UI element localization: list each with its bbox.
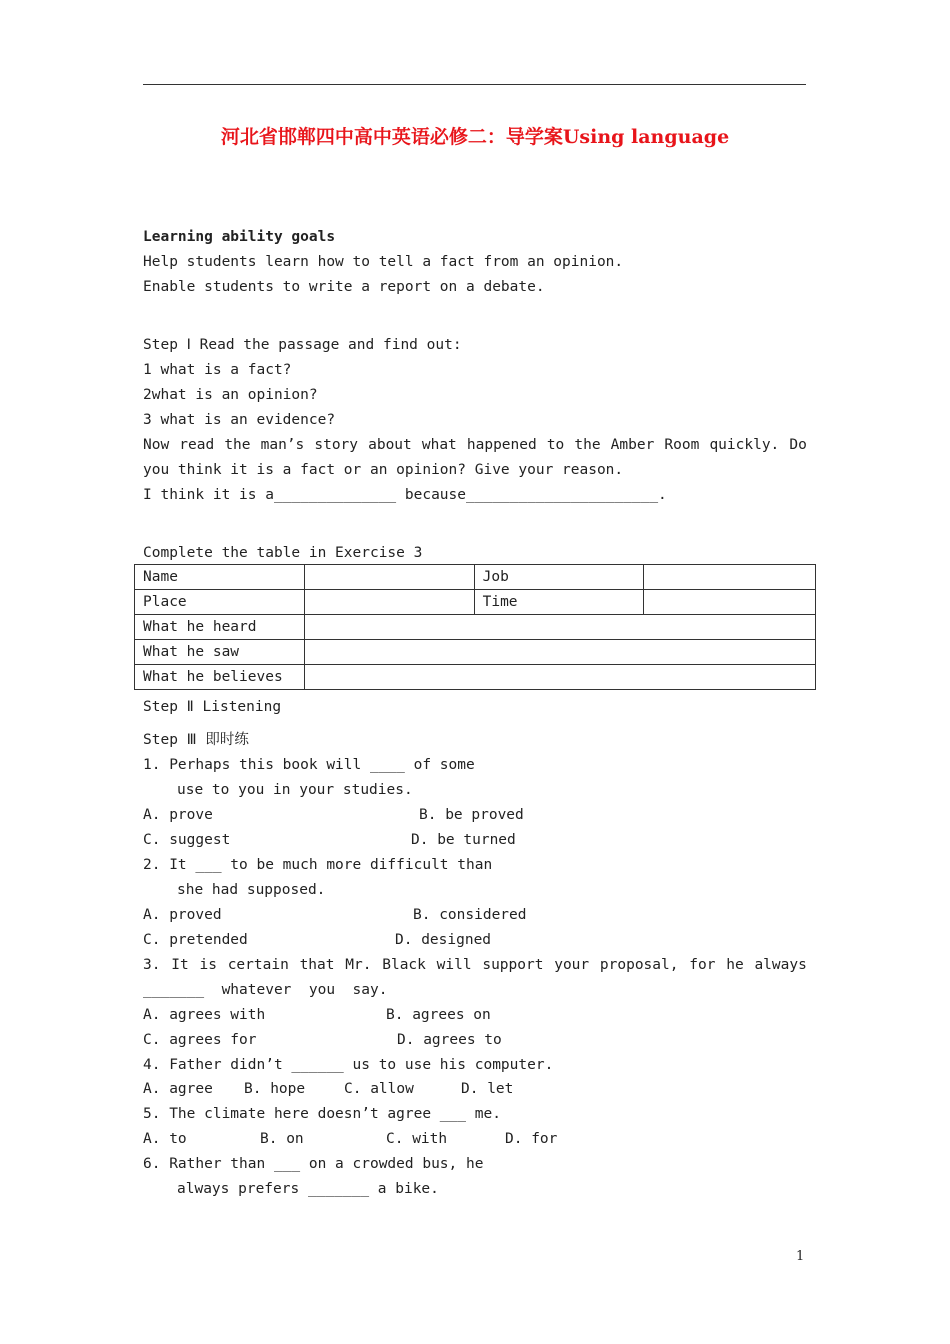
option-a: A. proved — [143, 907, 222, 923]
table-label-job: Job — [474, 565, 644, 590]
exercise-2-continuation: she had supposed. — [177, 882, 326, 898]
word: to — [546, 437, 565, 453]
goal-item: Enable students to write a report on a debate. — [143, 279, 545, 295]
table-row — [135, 665, 816, 690]
exercise-1-continuation: use to you in your studies. — [177, 782, 413, 798]
option-c: C. pretended — [143, 932, 248, 948]
option-d: D. agrees to — [397, 1032, 502, 1048]
table-cell-heard[interactable] — [304, 615, 815, 640]
exercise-1-stem: 1. Perhaps this book will ____ of some — [143, 757, 475, 773]
table-row — [135, 590, 816, 615]
option-a: A. prove — [143, 807, 213, 823]
option-c: C. agrees for — [143, 1032, 257, 1048]
exercise-2-stem: 2. It ___ to be much more difficult than — [143, 857, 493, 873]
table-cell-believes[interactable] — [304, 665, 815, 690]
word: 3. — [143, 957, 161, 973]
table-row — [135, 615, 816, 640]
exercise-6-stem: 6. Rather than ___ on a crowded bus, he — [143, 1156, 484, 1172]
table-label-heard: What he heard — [135, 615, 305, 640]
question-1: 1 what is a fact? — [143, 362, 292, 378]
word: happened — [466, 437, 537, 453]
word: man’s — [260, 437, 305, 453]
step2-heading: Step Ⅱ Listening — [143, 699, 282, 715]
word: It — [171, 957, 189, 973]
word: Amber — [610, 437, 655, 453]
option-d: D. designed — [395, 932, 492, 948]
table-cell-place[interactable] — [304, 590, 474, 615]
table-label-name: Name — [135, 565, 305, 590]
exercise-6-continuation: always prefers _______ a bike. — [177, 1181, 439, 1197]
document-title: 河北省邯郸四中高中英语必修二：导学案Using language — [220, 126, 730, 148]
word: proposal, — [599, 957, 679, 973]
option-d: D. let — [461, 1081, 514, 1097]
option-c: C. with — [386, 1131, 448, 1147]
passage-line-1 — [143, 436, 807, 454]
table-cell-time[interactable] — [644, 590, 816, 615]
header-rule — [143, 84, 806, 85]
option-c: C. allow — [344, 1081, 414, 1097]
word: your — [554, 957, 590, 973]
answer-line: I think it is a______________ because______________________. — [143, 487, 667, 503]
table-label-believes: What he believes — [135, 665, 305, 690]
exercise-3-stem — [143, 956, 807, 974]
table-label-saw: What he saw — [135, 640, 305, 665]
goal-item: Help students learn how to tell a fact from an opinion. — [143, 254, 624, 270]
word: for — [689, 957, 716, 973]
option-a: A. agree — [143, 1081, 213, 1097]
word: Black — [382, 957, 426, 973]
exercise-3-continuation: _______ whatever you say. — [143, 982, 388, 998]
word: support — [482, 957, 544, 973]
option-a: A. agrees with — [143, 1007, 266, 1023]
word: what — [421, 437, 457, 453]
option-a: A. to — [143, 1131, 187, 1147]
word: is — [199, 957, 217, 973]
word: that — [299, 957, 335, 973]
exercise-4-stem: 4. Father didn’t ______ us to use his computer. — [143, 1057, 554, 1073]
word: always — [754, 957, 807, 973]
option-c: C. suggest — [143, 832, 231, 848]
word: the — [574, 437, 601, 453]
word: the — [224, 437, 251, 453]
option-d: D. for — [505, 1131, 558, 1147]
table-row — [135, 640, 816, 665]
option-b: B. agrees on — [386, 1007, 491, 1023]
exercise-table — [134, 564, 816, 690]
step3-heading: Step Ⅲ 即时练 — [143, 732, 249, 748]
word: certain — [227, 957, 289, 973]
table-cell-saw[interactable] — [304, 640, 815, 665]
word: will — [436, 957, 472, 973]
word: read — [179, 437, 215, 453]
table-label-place: Place — [135, 590, 305, 615]
table-row — [135, 565, 816, 590]
word: Room — [664, 437, 700, 453]
option-b: B. hope — [244, 1081, 306, 1097]
goals-heading: Learning ability goals — [143, 229, 336, 245]
option-d: D. be turned — [411, 832, 516, 848]
question-2: 2what is an opinion? — [143, 387, 318, 403]
word: Do — [789, 437, 807, 453]
table-cell-job[interactable] — [644, 565, 816, 590]
exercise-5-stem: 5. The climate here doesn’t agree ___ me. — [143, 1106, 501, 1122]
word: he — [726, 957, 744, 973]
option-b: B. considered — [413, 907, 527, 923]
option-b: B. on — [260, 1131, 304, 1147]
passage-line-2: you think it is a fact or an opinion? Give your reason. — [143, 462, 624, 478]
word: story — [314, 437, 359, 453]
table-label-time: Time — [474, 590, 644, 615]
word: about — [368, 437, 412, 453]
page-number: 1 — [796, 1249, 805, 1264]
word: Now — [143, 437, 170, 453]
table-caption: Complete the table in Exercise 3 — [143, 545, 423, 561]
step1-heading: Step Ⅰ Read the passage and find out: — [143, 337, 462, 353]
table-cell-name[interactable] — [304, 565, 474, 590]
word: Mr. — [345, 957, 372, 973]
question-3: 3 what is an evidence? — [143, 412, 336, 428]
option-b: B. be proved — [419, 807, 524, 823]
word: quickly. — [709, 437, 780, 453]
